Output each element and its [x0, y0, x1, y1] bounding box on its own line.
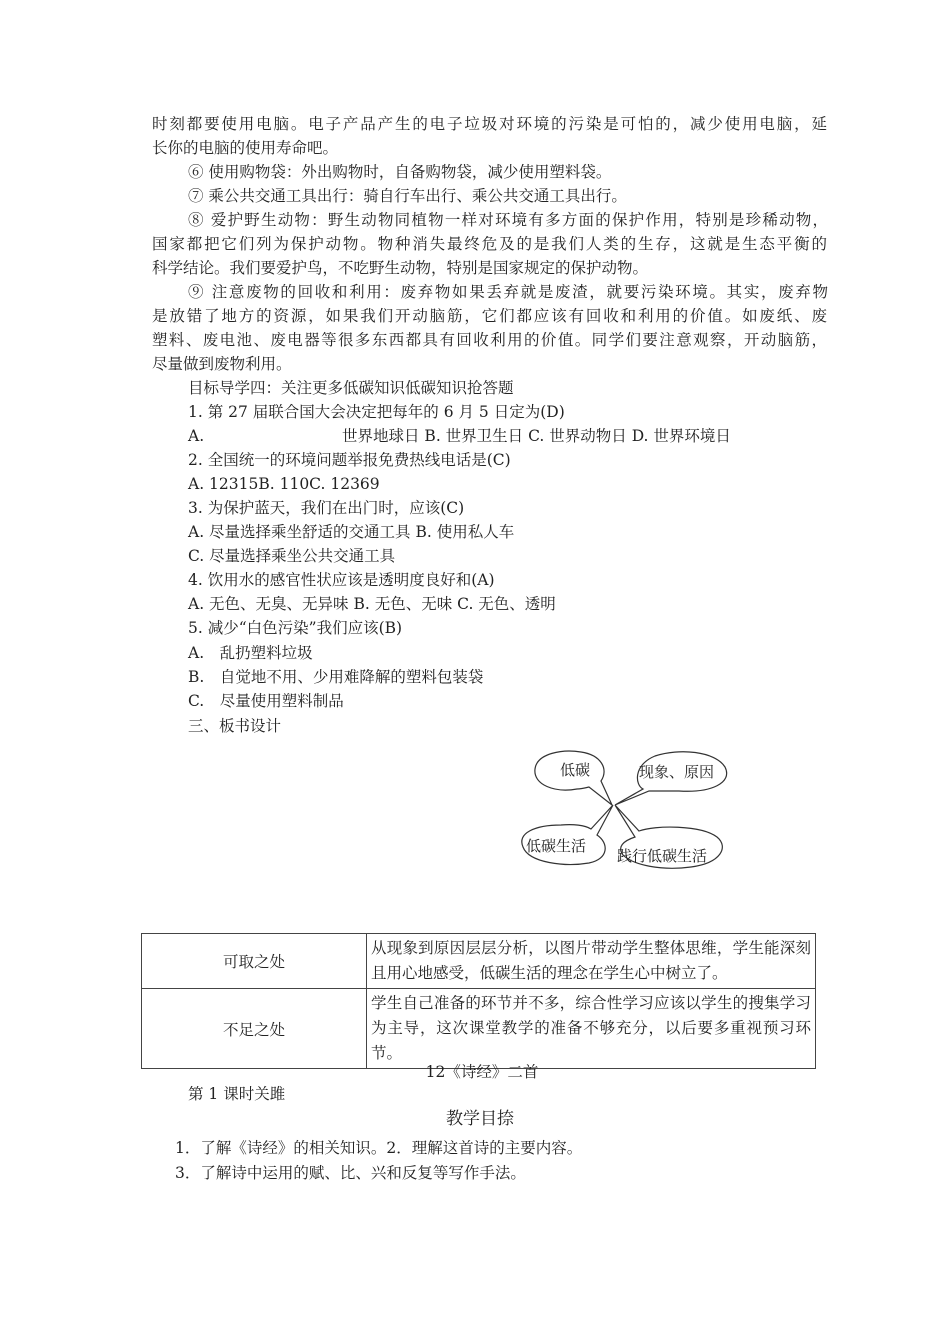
quiz-option-5a: A. 乱扔塑料垃圾	[188, 644, 313, 662]
table-cell-label: 不足之处	[142, 989, 367, 1069]
quiz-options-3a: A. 尽量选择乘坐舒适的交通工具 B. 使用私人车	[188, 523, 515, 541]
paragraph-line: 塑料、废电池、废电器等很多东西都具有回收利用的价值。同学们要注意观察，开动脑筋，	[152, 331, 827, 349]
paragraph-line: 科学结论。我们要爱护鸟，不吃野生动物，特别是国家规定的保护动物。	[152, 259, 649, 277]
list-item-6: ⑥ 使用购物袋：外出购物时，自备购物袋，减少使用塑料袋。	[188, 163, 612, 181]
lesson-title: 12《诗经》二首	[425, 1063, 539, 1081]
objective-line: 3．了解诗中运用的赋、比、兴和反复等写作手法。	[175, 1164, 526, 1182]
quiz-options-2: A. 12315B. 110C. 12369	[188, 475, 380, 493]
quiz-question-2: 2. 全国统一的环境问题举报免费热线电话是(C)	[188, 451, 511, 469]
table-row	[142, 934, 816, 989]
objective-line: 1．了解《诗经》的相关知识。2．理解这首诗的主要内容。	[175, 1139, 583, 1157]
paragraph-line: 尽量做到废物利用。	[152, 355, 292, 373]
bubble-label-1: 低碳	[560, 761, 591, 779]
quiz-options-3b: C. 尽量选择乘坐公共交通工具	[188, 547, 396, 565]
quiz-options-4: A. 无色、无臭、无异味 B. 无色、无味 C. 无色、透明	[188, 595, 556, 613]
table-cell-label: 可取之处	[142, 934, 367, 989]
quiz-question-3: 3. 为保护蓝天，我们在出门时，应该(C)	[188, 499, 465, 517]
paragraph-line: 长你的电脑的使用寿命吧。	[152, 139, 339, 157]
quiz-option-5c: C. 尽量使用塑料制品	[188, 692, 344, 710]
section-heading: 目标导学四：关注更多低碳知识低碳知识抢答题	[188, 379, 514, 397]
list-item-8: ⑧ 爱护野生动物：野生动物同植物一样对环境有多方面的保护作用，特别是珍稀动物，	[188, 211, 828, 229]
reflection-table	[141, 933, 816, 1069]
quiz-options-1: 世界地球日 B. 世界卫生日 C. 世界动物日 D. 世界环境日	[342, 427, 731, 445]
table-cell-text: 从现象到原因层层分析，以图片带动学生整体思维，学生能深刻且用心地感受，低碳生活的理念在学生心中树立了。	[367, 934, 816, 989]
paragraph-line: 是放错了地方的资源，如果我们开动脑筋，它们都应该有回收和利用的价值。如废纸、废	[152, 307, 827, 325]
table-row	[142, 989, 816, 1069]
paragraph-line: 时刻都要使用电脑。电子产品产生的电子垃圾对环境的污染是可怕的，减少使用电脑，延	[152, 115, 827, 133]
quiz-question-4: 4. 饮用水的感官性状应该是透明度良好和(A)	[188, 571, 495, 589]
objectives-heading: 教学目捺	[446, 1109, 514, 1129]
paragraph-line: 国家都把它们列为保护动物。物种消失最终危及的是我们人类的生存，这就是生态平衡的	[152, 235, 827, 253]
quiz-question-5: 5. 减少“白色污染”我们应该(B)	[188, 619, 403, 637]
quiz-option-5b: B. 自觉地不用、少用难降解的塑料包装袋	[188, 668, 484, 686]
list-item-7: ⑦ 乘公共交通工具出行：骑自行车出行、乘公共交通工具出行。	[188, 187, 627, 205]
table-cell-text: 学生自己准备的环节并不多，综合性学习应该以学生的搜集学习为主导，这次课堂教学的准备不够充分，以后要多重视预习环节。	[367, 989, 816, 1069]
bubble-label-2: 现象、原因	[639, 763, 715, 781]
bubble-label-3: 低碳生活	[526, 837, 587, 855]
board-diagram	[515, 745, 735, 880]
period-title: 第 1 课时关雎	[188, 1085, 286, 1103]
bubble-low-carbon-life	[522, 805, 613, 864]
quiz-question-1: 1. 第 27 届联合国大会决定把每年的 6 月 5 日定为(D)	[188, 403, 565, 421]
bubble-label-4: 践行低碳生活	[617, 847, 708, 865]
quiz-option-label: A.	[188, 427, 205, 445]
list-item-9: ⑨ 注意废物的回收和利用：废弃物如果丢弃就是废渣，就要污染环境。其实，废弃物	[188, 283, 828, 301]
section-heading: 三、板书设计	[188, 717, 282, 735]
